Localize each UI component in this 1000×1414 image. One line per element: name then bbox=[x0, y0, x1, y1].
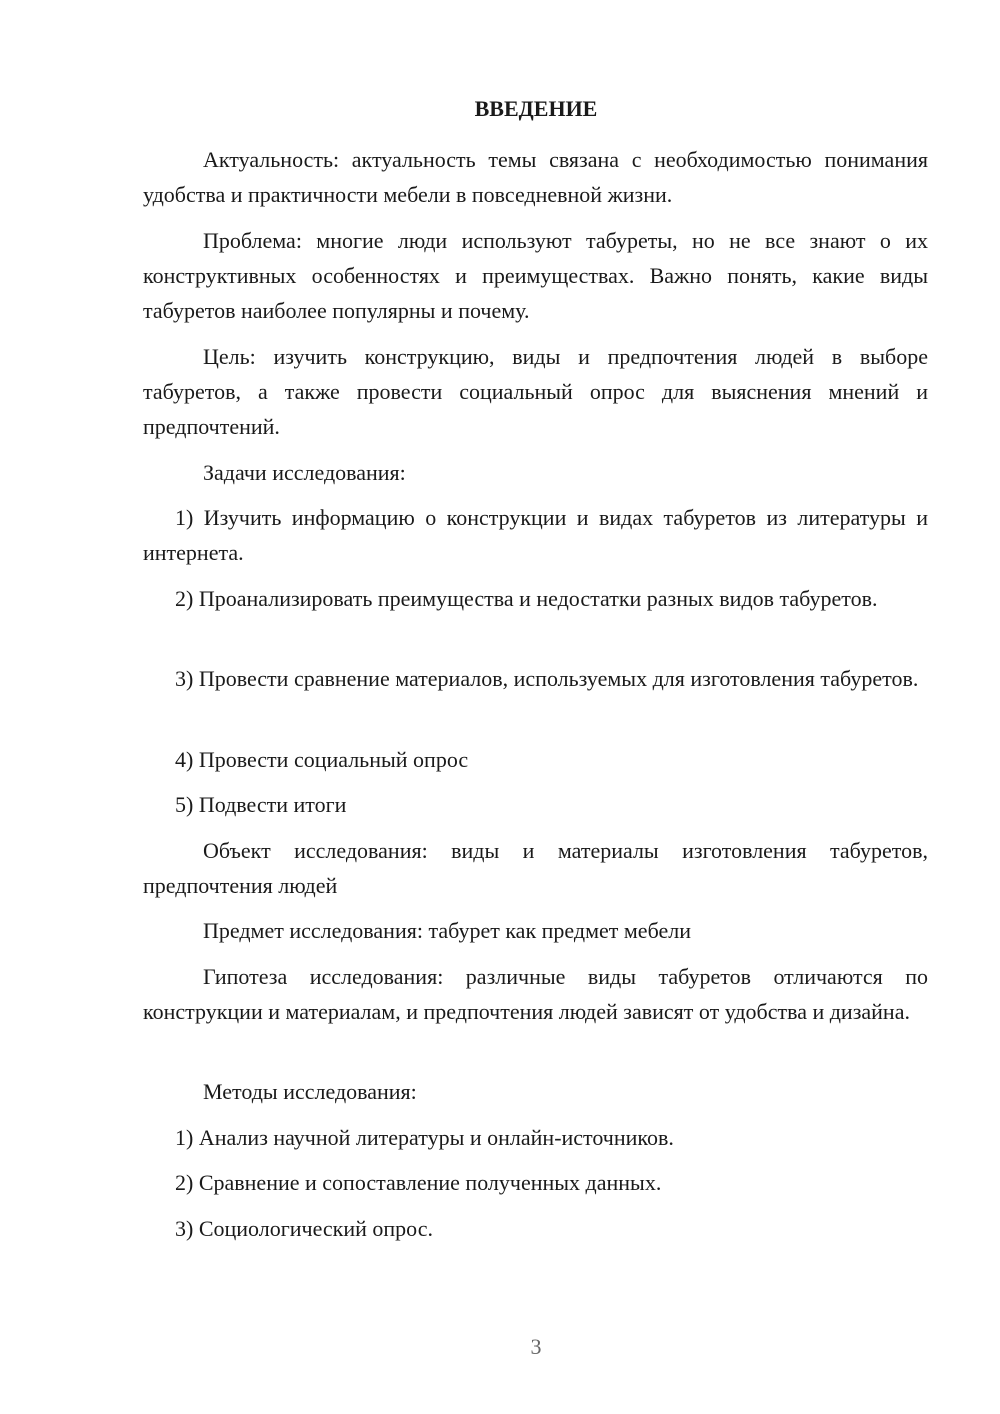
method-item: 1) Анализ научной литературы и онлайн-источников. bbox=[175, 1125, 674, 1150]
task-item: 2) Проанализировать преимущества и недостатки разных видов табуретов. bbox=[175, 586, 878, 611]
paragraph-tasks-heading: Задачи исследования: bbox=[203, 460, 406, 485]
paragraph-methods-heading: Методы исследования: bbox=[203, 1079, 417, 1104]
section-title: ВВЕДЕНИЕ bbox=[474, 96, 598, 121]
method-item: 2) Сравнение и сопоставление полученных данных. bbox=[175, 1170, 662, 1195]
paragraph-problem: Проблема: многие люди используют табуреты, но не все знают о их конструктивных особенностях и преимуществах. Важно понять, какие виды табуретов наиболее популярны и почему. bbox=[143, 228, 928, 323]
paragraph-subject: Предмет исследования: табурет как предмет мебели bbox=[203, 918, 691, 943]
task-item: 1) Изучить информацию о конструкции и видах табуретов из литературы и интернета. bbox=[143, 505, 928, 565]
paragraph-hypothesis: Гипотеза исследования: различные виды табуретов отличаются по конструкции и материалам, и предпочтения людей зависят от удобства и дизайна. bbox=[143, 964, 928, 1024]
page-number: 3 bbox=[530, 1334, 542, 1359]
paragraph-object: Объект исследования: виды и материалы изготовления табуретов, предпочтения людей bbox=[143, 838, 928, 898]
paragraph-relevance: Актуальность: актуальность темы связана с необходимостью понимания удобства и практичности мебели в повседневной жизни. bbox=[143, 147, 928, 207]
task-item: 3) Провести сравнение материалов, используемых для изготовления табуретов. bbox=[175, 666, 919, 691]
task-item: 4) Провести социальный опрос bbox=[175, 747, 469, 772]
task-item: 5) Подвести итоги bbox=[175, 792, 347, 817]
paragraph-goal: Цель: изучить конструкцию, виды и предпочтения людей в выборе табуретов, а также провести социальный опрос для выяснения мнений и предпочтений. bbox=[143, 344, 928, 439]
method-item: 3) Социологический опрос. bbox=[175, 1216, 433, 1241]
